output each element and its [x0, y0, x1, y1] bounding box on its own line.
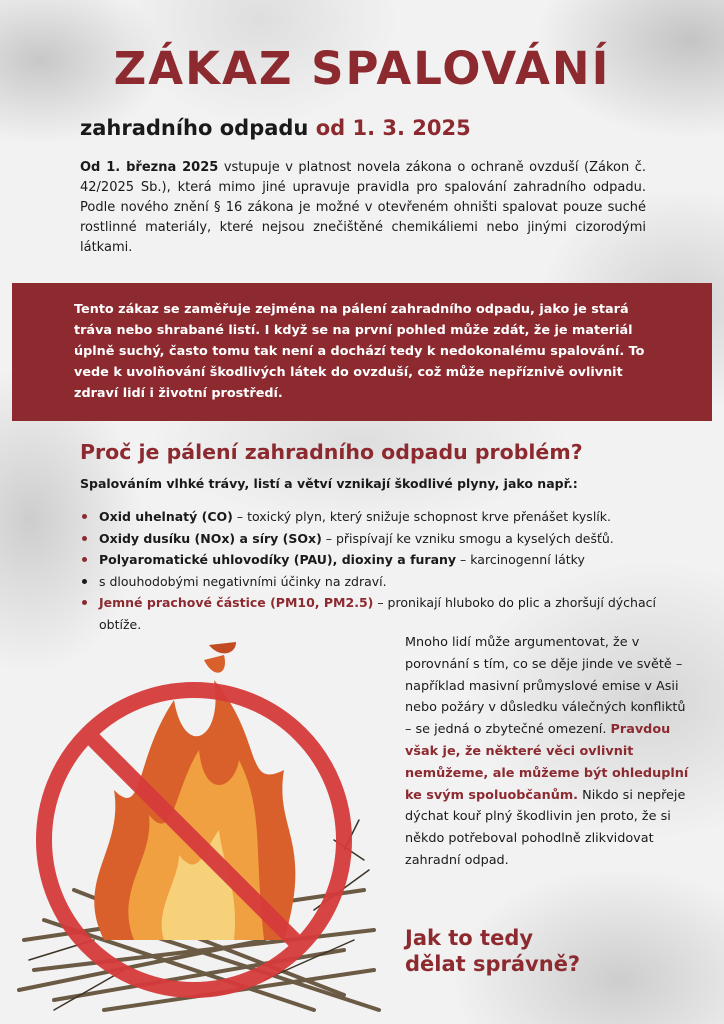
list-item: [80, 506, 680, 528]
pollutant-desc: – pronikají hluboko do plic a zhoršují dýchací obtíže.: [99, 595, 656, 632]
list-item: [80, 549, 680, 571]
bullet-icon: [82, 514, 87, 519]
subtitle-date: od 1. 3. 2025: [315, 116, 471, 140]
bullet-icon: [82, 579, 87, 584]
bullet-icon: [82, 536, 87, 541]
argument-part-2: Nikdo si nepřeje dýchat kouř plný škodlivin jen proto, že si někdo potřeboval pohodlně zlikvidovat zahradní odpad.: [405, 787, 686, 868]
subtitle: [80, 116, 471, 140]
pollutant-term: Oxidy dusíku (NOx) a síry (SOx): [99, 530, 322, 546]
bullet-icon: [82, 557, 87, 562]
pollutant-desc: – přispívají ke vzniku smogu a kyselých dešťů.: [321, 530, 614, 546]
page-title: ZÁKAZ SPALOVÁNÍ: [113, 42, 611, 95]
pollutant-desc: – karcinogenní látky: [456, 552, 585, 567]
cta-line-2: dělat správně?: [405, 952, 581, 976]
prohibition-icon: [44, 690, 344, 990]
pollutant-desc: s dlouhodobými negativními účinky na zdraví.: [99, 573, 387, 589]
list-item: [80, 528, 680, 550]
argument-highlight: Pravdou však je, že některé věci ovlivnit nemůžeme, ale můžeme být ohleduplní ke svým spoluobčanům.: [405, 722, 689, 803]
intro-text: vstupuje v platnost novela zákona o ochraně ovzduší (Zákon č. 42/2025 Sb.), která mimo jiné upravuje pravidla pro spalování zahradního odpadu. Podle nového znění § 16 zákona je možné v otevřeném ohništi spalovat pouze suché rostlinné materiály, které nejsou znečištěné chemikáliemi nebo jinými cizorodými látkami.: [80, 160, 647, 255]
call-to-action: [405, 925, 580, 977]
subtitle-main: zahradního odpadu: [80, 116, 309, 140]
pollutant-desc: – toxický plyn, který snižuje schopnost krve přenášet kyslík.: [232, 509, 611, 524]
pollutant-term: Jemné prachové částice (PM10, PM2.5): [99, 595, 374, 610]
pollutant-term: Oxid uhelnatý (CO): [99, 509, 233, 524]
cta-line-1: Jak to tedy: [405, 926, 534, 950]
list-item: [80, 592, 680, 635]
problem-lead: Spalováním vlhké trávy, listí a větví vznikají škodlivé plyny, jako např.:: [80, 476, 578, 491]
bullet-icon: [82, 600, 87, 605]
problem-heading: Proč je pálení zahradního odpadu problém?: [80, 440, 583, 464]
argument-text: [405, 632, 695, 872]
banner-text: Tento zákaz se zaměřuje zejména na pálení zahradního odpadu, jako je stará tráva nebo shrabané listí. I když se na první pohled může zdát, že je materiál úplně suchý, často tomu tak není a dochází tedy k nedokonalému spalování. To vede k uvolňování škodlivých látek do ovzduší, což může nepříznivě ovlivnit zdraví lidí i životní prostředí.: [74, 302, 645, 401]
list-item: [80, 571, 680, 593]
no-burning-icon: [14, 640, 384, 1020]
warning-banner: [12, 283, 712, 421]
intro-paragraph: [80, 158, 646, 258]
argument-part-1: Mnoho lidí může argumentovat, že v porovnání s tím, co se děje jinde ve světě – například masivní průmyslové emise v Asii nebo požáry v důsledku válečných konfliktů – se jedná o zbytečné omezení.: [405, 635, 686, 738]
pollutant-term: Polyaromatické uhlovodíky (PAU), dioxiny a furany: [99, 552, 457, 567]
intro-date: Od 1. března 2025: [80, 160, 219, 175]
pollutant-list: [80, 506, 680, 635]
